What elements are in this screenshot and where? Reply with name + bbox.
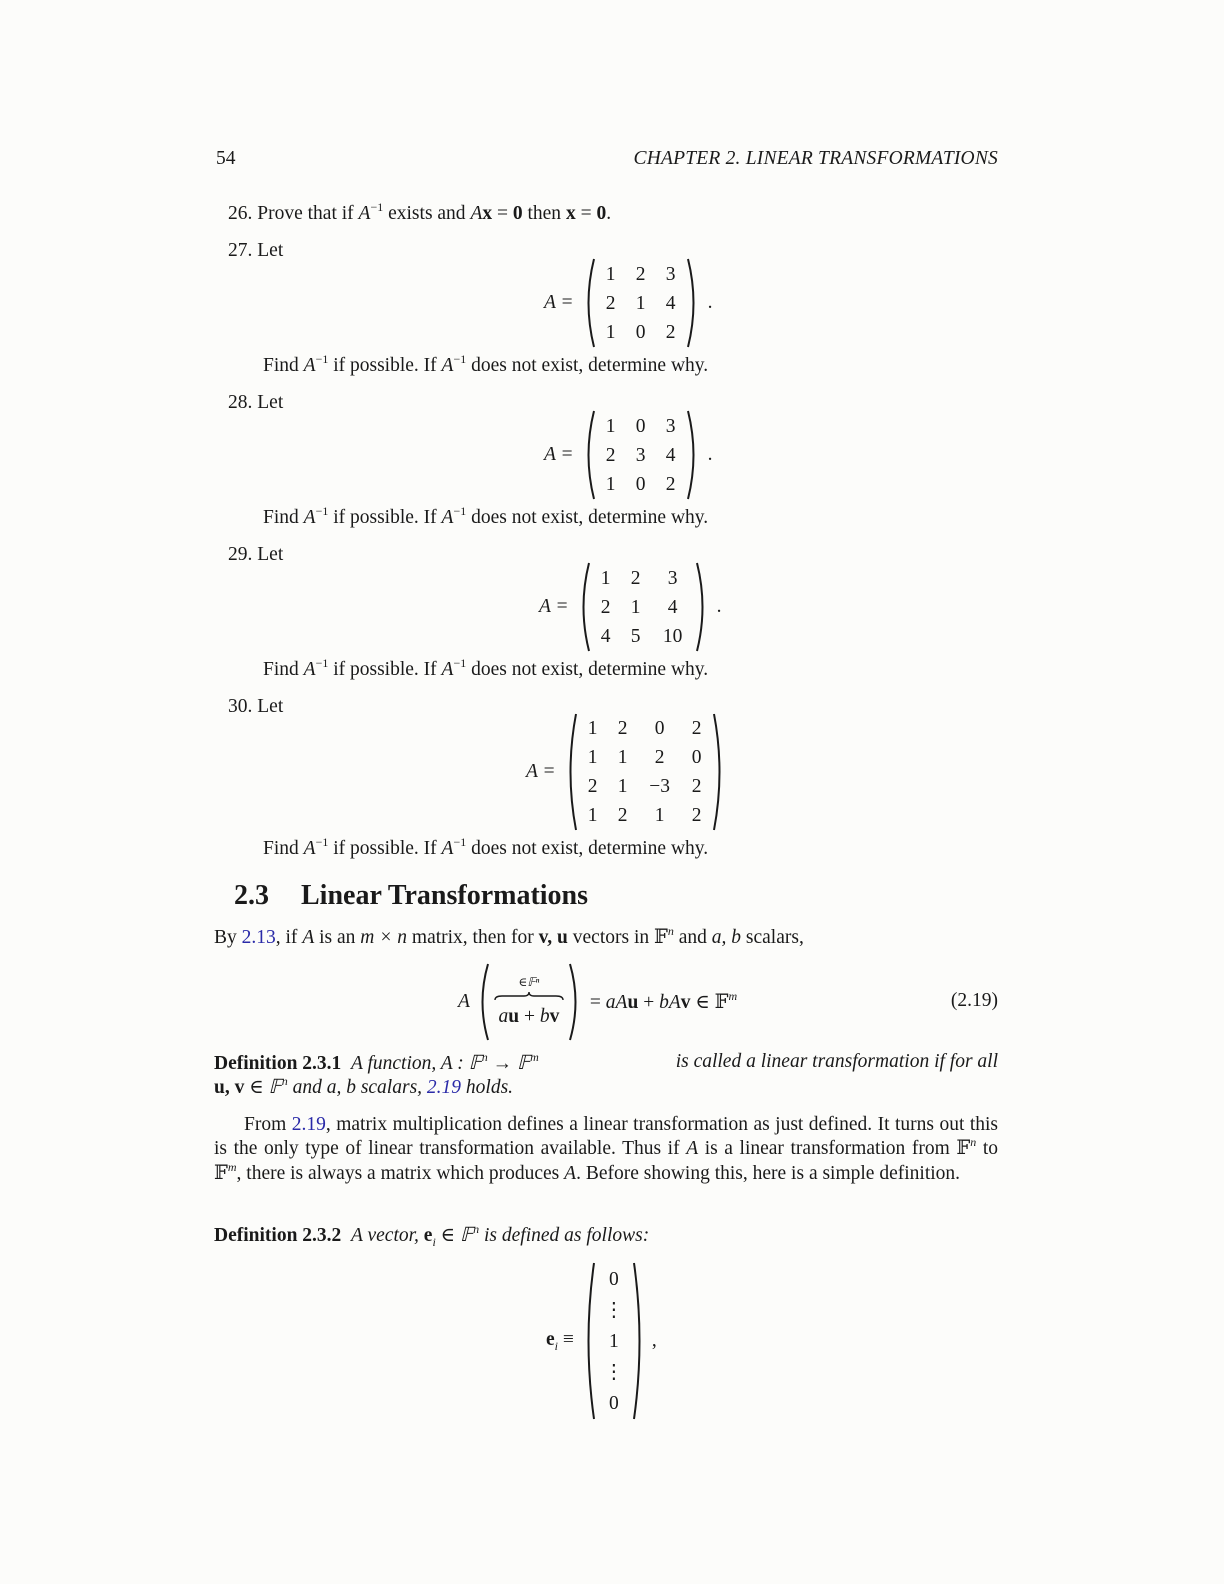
- trailing-period: .: [707, 444, 713, 465]
- text: if possible. If: [328, 838, 442, 859]
- text: exists and: [383, 203, 471, 224]
- math-e: e: [546, 1328, 555, 1350]
- problem-number: 29.: [228, 544, 253, 565]
- math-A: A: [358, 203, 371, 224]
- vector-entry: ⋮: [604, 1299, 624, 1321]
- equation-reference-link[interactable]: 2.19: [291, 1114, 326, 1135]
- matrix-cell: 3: [635, 444, 646, 466]
- problem-27-followup: [263, 352, 709, 377]
- unit-vector-definition: [546, 1262, 657, 1420]
- definition-label: Definition 2.3.1: [214, 1053, 342, 1074]
- matrix-cell: 1: [605, 263, 616, 285]
- matrix-cell: 1: [587, 718, 598, 739]
- math-A: A: [470, 203, 483, 224]
- section-number: 2.3: [234, 880, 269, 911]
- vector-entry: 0: [609, 1268, 619, 1290]
- matrix-cell: 1: [630, 596, 641, 618]
- superscript: n: [281, 1074, 288, 1088]
- trailing-period: .: [707, 292, 713, 313]
- intro-sentence: [214, 925, 804, 949]
- matrix-cell: 5: [630, 625, 641, 647]
- definition-2-3-1: [214, 1051, 998, 1099]
- matrix-cell: 4: [600, 625, 611, 647]
- math-A: A: [686, 1138, 699, 1159]
- overbrace-icon: [494, 991, 564, 1001]
- math-b: b: [539, 1006, 550, 1027]
- matrix-cell: 2: [691, 805, 702, 826]
- section-title: Linear Transformations: [301, 880, 589, 911]
- problem-text: [257, 200, 612, 224]
- matrix-cell: 1: [605, 473, 616, 495]
- matrix-cell: 2: [691, 718, 702, 739]
- superscript: −1: [453, 835, 467, 849]
- matrix-30: [526, 713, 726, 831]
- math-zero: 0: [596, 203, 607, 224]
- matrix-cell: 0: [635, 415, 646, 437]
- left-paren: [582, 1262, 596, 1420]
- matrix-cell: 1: [605, 321, 616, 343]
- problem-number: 28.: [228, 392, 253, 413]
- math-plus: +: [519, 1006, 540, 1027]
- matrix-cell: 1: [617, 776, 628, 797]
- unit-vector-entries: [596, 1264, 632, 1419]
- matrix-cell: 1: [587, 747, 598, 768]
- matrix-cell: 4: [667, 596, 678, 618]
- text: and: [673, 927, 712, 948]
- math-A: A: [303, 838, 316, 859]
- right-paren: [632, 1262, 646, 1420]
- problem-intro: Let: [257, 544, 284, 565]
- superscript: m: [530, 1050, 539, 1064]
- text: Find: [263, 507, 304, 528]
- matrix-cell: 2: [665, 321, 676, 343]
- text: does not exist, determine why.: [466, 659, 709, 680]
- math-bA: bA: [659, 992, 681, 1013]
- text: A function, A : 𝔽: [351, 1053, 482, 1074]
- text: =: [575, 203, 597, 224]
- text: is defined as follows:: [479, 1225, 650, 1246]
- math-A: A: [303, 507, 316, 528]
- superscript: −1: [315, 352, 329, 366]
- matrix-cell: 0: [635, 473, 646, 495]
- matrix-lhs: A =: [544, 444, 574, 465]
- right-paren: [695, 562, 709, 652]
- left-paren: [577, 562, 591, 652]
- overbrace-group: [490, 976, 568, 1028]
- text: scalars,: [741, 927, 804, 948]
- math-u: u: [508, 1006, 520, 1027]
- text: does not exist, determine why.: [466, 838, 709, 859]
- math-x: x: [565, 203, 576, 224]
- body-paragraph: [214, 1113, 998, 1187]
- matrix-cell: 1: [617, 747, 628, 768]
- right-paren: [712, 713, 726, 831]
- matrix-lhs: A =: [539, 596, 569, 617]
- problem-intro: Let: [257, 240, 284, 261]
- superscript: n: [970, 1135, 977, 1149]
- text: , there is always a matrix which produces: [236, 1163, 565, 1184]
- left-paren: [564, 713, 578, 831]
- matrix-cell: 4: [665, 444, 676, 466]
- math-e: e: [423, 1225, 433, 1246]
- equation-reference-link[interactable]: 2.19: [426, 1077, 462, 1098]
- math-dims: m × n: [360, 927, 408, 948]
- text: , matrix multiplication defines a linear transformation as just defined. It turns out this is the only type of linear transformation available. Thus if: [214, 1114, 998, 1159]
- matrix-cell: 0: [654, 718, 665, 739]
- superscript: m: [227, 1160, 237, 1174]
- matrix-29: [539, 562, 721, 652]
- left-paren: [476, 963, 490, 1041]
- problem-intro: Let: [257, 696, 284, 717]
- problem-30-followup: [263, 835, 709, 860]
- math-x: x: [482, 203, 493, 224]
- text: By: [214, 927, 242, 948]
- text: ∈ 𝔽: [435, 1225, 474, 1246]
- matrix-cell: 1: [654, 805, 665, 826]
- matrix-cell: 2: [654, 747, 665, 768]
- text: ∈ 𝔽: [244, 1077, 282, 1098]
- math-field: 𝔽: [654, 927, 668, 948]
- text: From: [244, 1114, 292, 1135]
- equation-rhs: [590, 990, 737, 1014]
- matrix-cell: 0: [635, 321, 646, 343]
- text: is called a linear transformation if for all: [675, 1051, 998, 1072]
- matrix-cell: 0: [691, 747, 702, 768]
- superscript: −1: [370, 200, 384, 214]
- math-a: a: [498, 1006, 509, 1027]
- running-header: CHAPTER 2. LINEAR TRANSFORMATIONS: [633, 148, 998, 169]
- subscript: i: [432, 1234, 436, 1249]
- problem-26: [228, 200, 612, 225]
- math-A: A: [564, 1163, 577, 1184]
- matrix-cell: 2: [605, 444, 616, 466]
- text: to 𝔽: [214, 1138, 998, 1184]
- matrix-cell: 1: [635, 292, 646, 314]
- text: and a, b scalars,: [287, 1077, 427, 1098]
- math-vectors: v, u: [538, 927, 568, 948]
- math-A: A: [441, 507, 454, 528]
- matrix-cell: 1: [587, 805, 598, 826]
- overbrace-label: ∈𝔽ⁿ: [518, 975, 540, 989]
- text: → 𝔽: [487, 1053, 531, 1074]
- superscript: −1: [453, 504, 467, 518]
- text: does not exist, determine why.: [466, 355, 709, 376]
- problem-29-intro: [228, 544, 283, 566]
- superscript: n: [473, 1222, 480, 1236]
- superscript: −1: [453, 352, 467, 366]
- math-zero: 0: [512, 203, 523, 224]
- problem-number: 30.: [228, 696, 253, 717]
- math-equiv: ≡: [562, 1328, 574, 1350]
- problem-29-followup: [263, 656, 709, 681]
- matrix-entries: [596, 412, 686, 499]
- matrix-cell: 2: [605, 292, 616, 314]
- matrix-cell: −3: [649, 776, 670, 797]
- text: vectors in: [567, 927, 655, 948]
- matrix-entries: [596, 260, 686, 347]
- matrix-cell: 3: [665, 415, 676, 437]
- page-number: 54: [216, 148, 236, 169]
- text: .: [606, 203, 612, 224]
- math-A: A: [441, 355, 454, 376]
- matrix-cell: 1: [605, 415, 616, 437]
- matrix-27: [544, 258, 712, 348]
- text: if possible. If: [328, 659, 442, 680]
- right-paren: [686, 410, 700, 500]
- math-v: v: [549, 1006, 560, 1027]
- matrix-lhs: A =: [526, 761, 556, 782]
- text: is an: [314, 927, 361, 948]
- superscript: −1: [315, 656, 329, 670]
- math-plus: +: [638, 992, 660, 1013]
- matrix-cell: 2: [617, 805, 628, 826]
- matrix-cell: 2: [665, 473, 676, 495]
- text: . Before showing this, here is a simple definition.: [576, 1163, 961, 1184]
- math-aA: aA: [605, 992, 628, 1013]
- definition-label: Definition 2.3.2: [214, 1225, 342, 1246]
- problem-number: 26.: [228, 203, 253, 224]
- text: if possible. If: [328, 355, 442, 376]
- equation-2-19: [458, 962, 737, 1042]
- right-paren: [568, 963, 582, 1041]
- matrix-entries: [578, 714, 712, 830]
- text: A vector,: [351, 1225, 424, 1246]
- text: matrix, then for: [407, 927, 539, 948]
- superscript: −1: [315, 835, 329, 849]
- matrix-28: [544, 410, 712, 500]
- vector-entry: 1: [609, 1330, 619, 1352]
- definition-2-3-2: [214, 1223, 649, 1250]
- problem-intro: Let: [257, 392, 284, 413]
- text: does not exist, determine why.: [466, 507, 709, 528]
- matrix-cell: 2: [635, 263, 646, 285]
- text: Prove that if: [257, 203, 359, 224]
- matrix-cell: 2: [617, 718, 628, 739]
- math-A: A: [441, 838, 454, 859]
- text: , if: [275, 927, 303, 948]
- equation-reference-link[interactable]: 2.13: [241, 927, 276, 948]
- matrix-cell: 1: [600, 567, 611, 589]
- math-equals: =: [589, 992, 606, 1013]
- vector-entry: ⋮: [604, 1361, 624, 1383]
- section-heading: [234, 880, 588, 912]
- math-u: u: [627, 992, 639, 1013]
- math-vectors: u, v: [214, 1077, 245, 1098]
- matrix-lhs: A =: [544, 292, 574, 313]
- matrix-cell: 3: [665, 263, 676, 285]
- matrix-cell: 2: [587, 776, 598, 797]
- problem-30-intro: [228, 696, 283, 718]
- matrix-cell: 4: [665, 292, 676, 314]
- math-A: A: [302, 927, 315, 948]
- matrix-cell: 2: [630, 567, 641, 589]
- problem-28-intro: [228, 392, 283, 414]
- subscript: i: [554, 1338, 558, 1353]
- superscript: n: [667, 924, 674, 938]
- math-in-field: ∈ 𝔽: [690, 992, 729, 1013]
- matrix-cell: 10: [662, 625, 683, 647]
- matrix-cell: 2: [691, 776, 702, 797]
- math-A: A: [303, 659, 316, 680]
- matrix-cell: 3: [667, 567, 678, 589]
- problem-27-intro: [228, 240, 283, 262]
- math-A: A: [303, 355, 316, 376]
- problem-28-followup: [263, 504, 709, 529]
- left-paren: [582, 258, 596, 348]
- text: Find: [263, 659, 304, 680]
- text: then: [522, 203, 566, 224]
- text: holds.: [461, 1077, 514, 1098]
- text: is a linear transformation from 𝔽: [698, 1138, 971, 1159]
- math-A: A: [441, 659, 454, 680]
- vector-entry: 0: [609, 1392, 619, 1414]
- right-paren: [686, 258, 700, 348]
- superscript: n: [481, 1050, 488, 1064]
- equation-number: (2.19): [950, 990, 998, 1011]
- math-v: v: [680, 992, 691, 1013]
- text: =: [492, 203, 513, 224]
- matrix-cell: 2: [600, 596, 611, 618]
- text: Find: [263, 355, 304, 376]
- text: Find: [263, 838, 304, 859]
- problem-number: 27.: [228, 240, 253, 261]
- left-paren: [582, 410, 596, 500]
- math-A: A: [458, 991, 470, 1012]
- matrix-entries: [591, 564, 695, 651]
- trailing-comma: ,: [651, 1330, 657, 1351]
- superscript: m: [728, 989, 738, 1003]
- superscript: −1: [453, 656, 467, 670]
- trailing-period: .: [716, 596, 722, 617]
- math-scalars: a, b: [711, 927, 742, 948]
- text: if possible. If: [328, 507, 442, 528]
- superscript: −1: [315, 504, 329, 518]
